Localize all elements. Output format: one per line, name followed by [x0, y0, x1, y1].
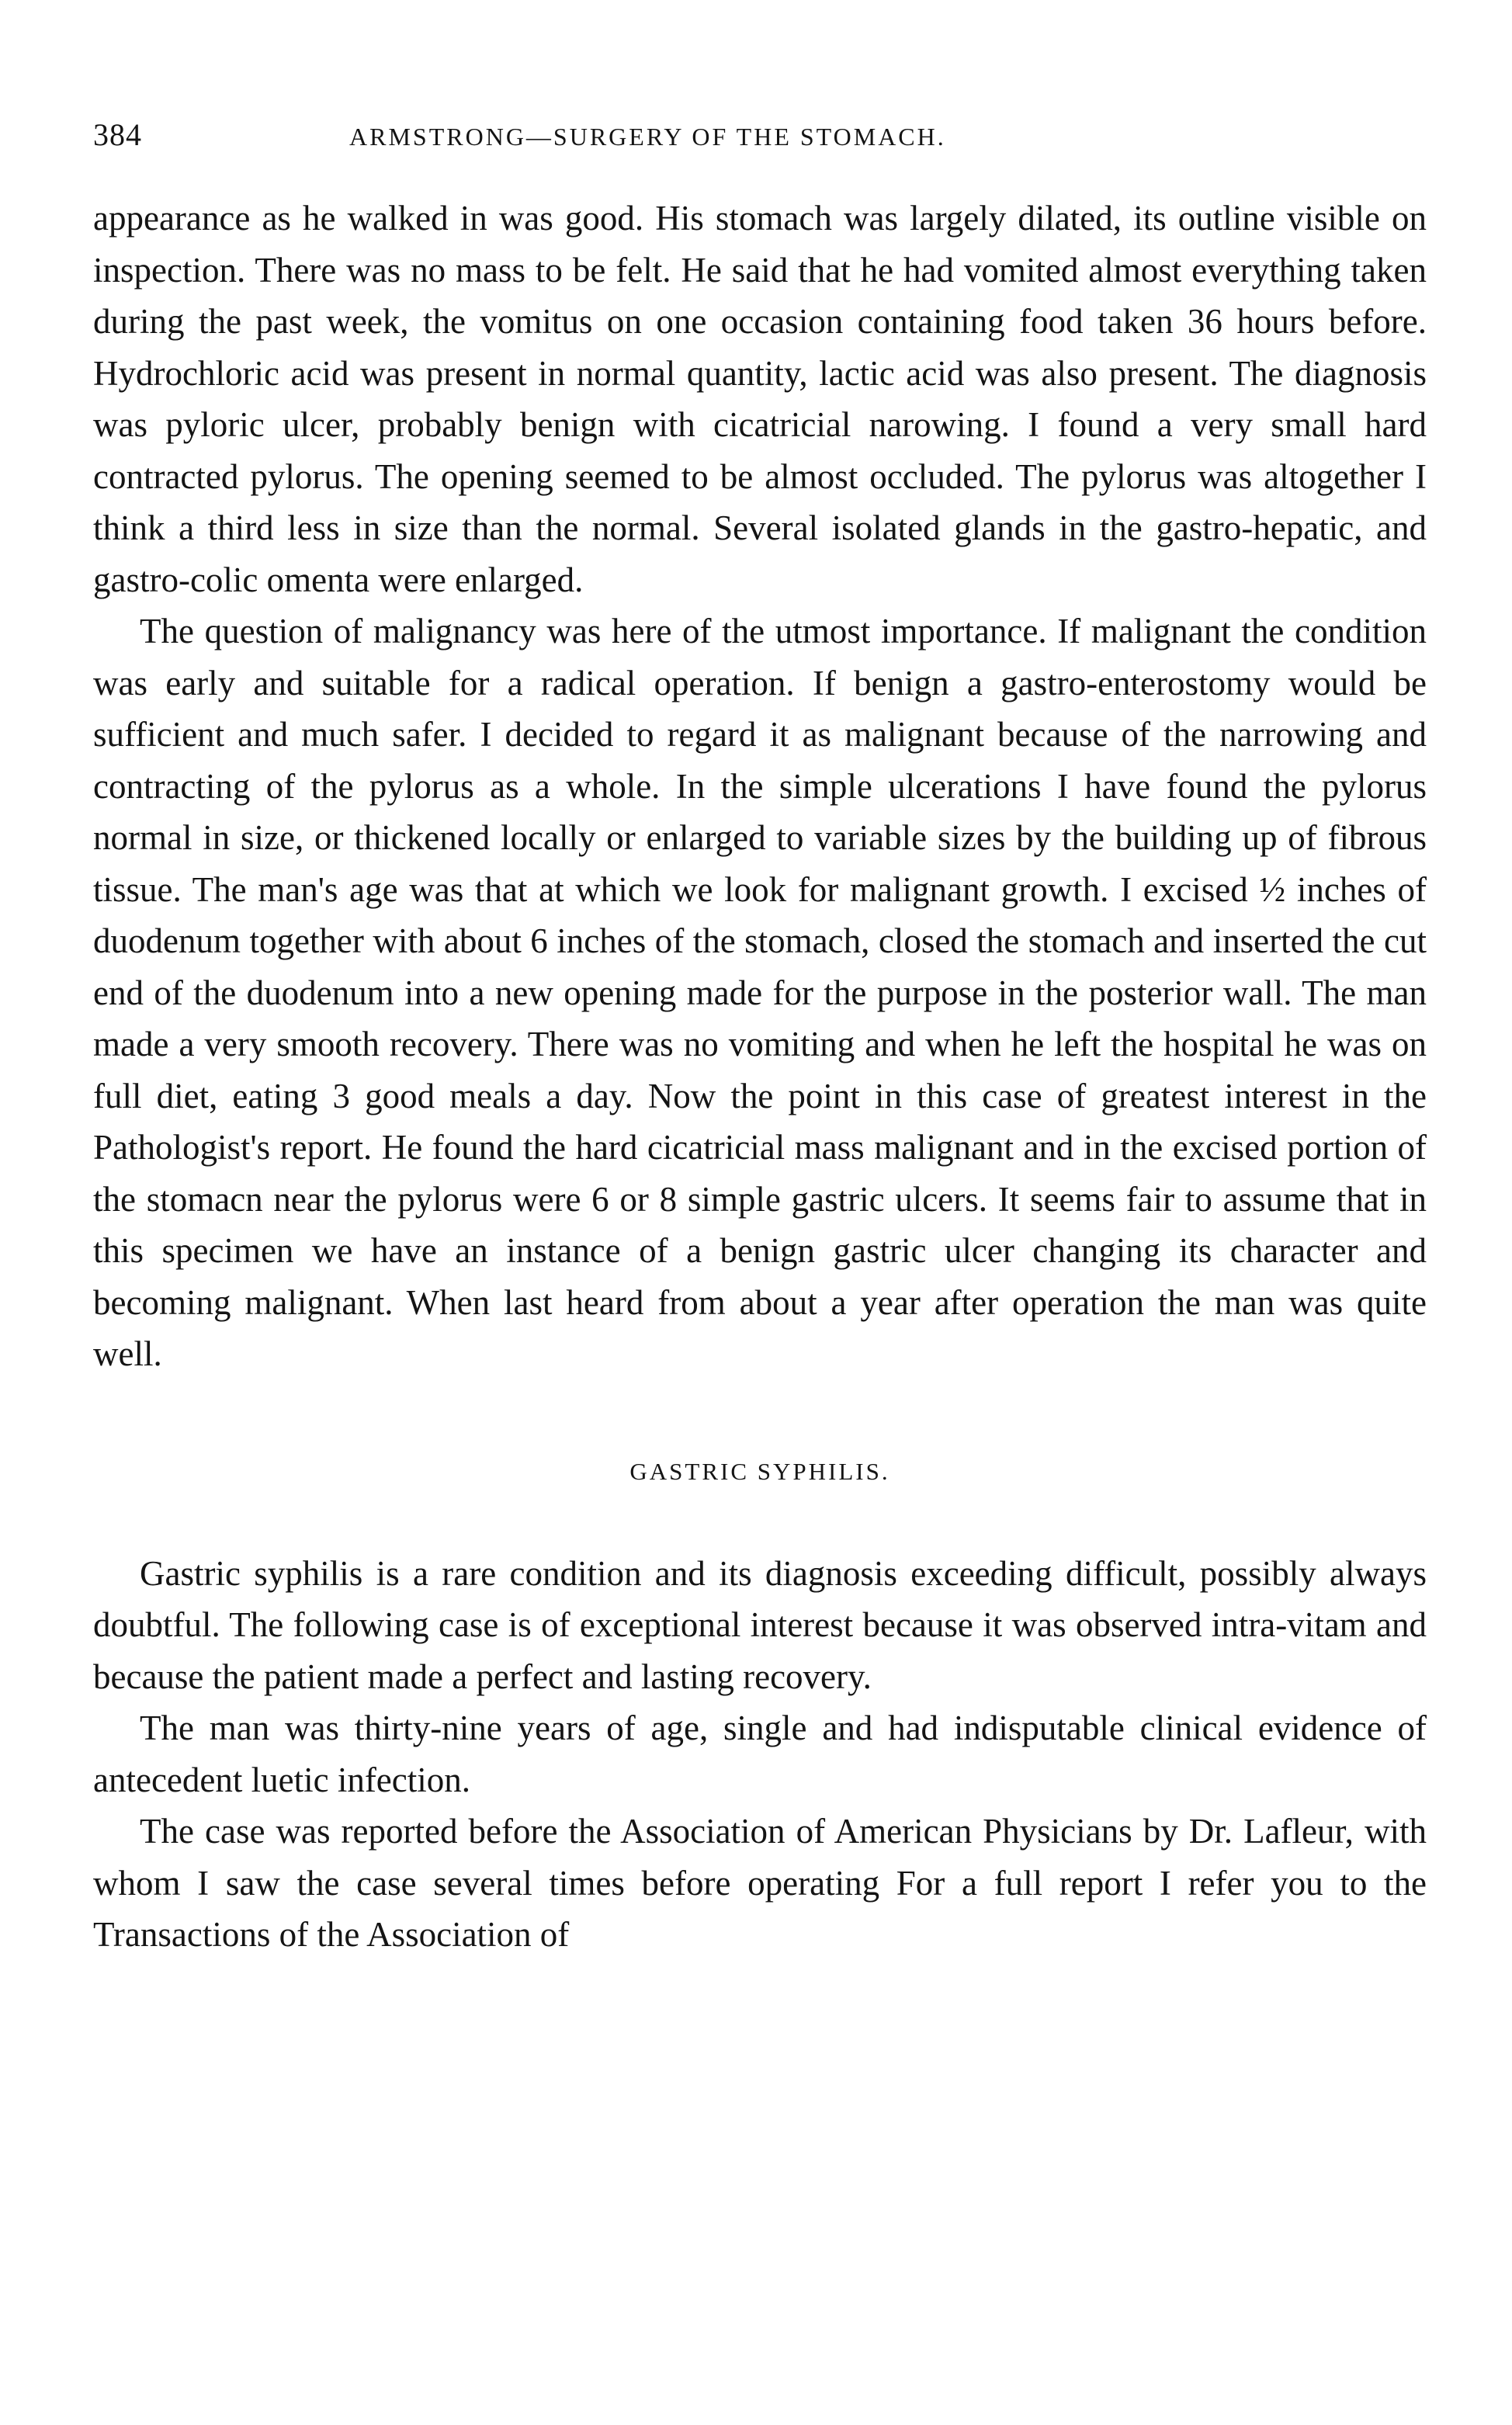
page-number: 384	[93, 117, 142, 152]
paragraph-malignancy: The question of malignancy was here of the utmost importance. If malignant the condition was early and suitable for a radical operation. If benign a gastro-enterostomy would be sufficient and much safer. I decided to regard it as malignant because of the narrowing and contracting of the pylorus as a whole. In the simple ulcerations I have found the pylorus normal in size, or thickened locally or enlarged to variable sizes by the building up of fibrous tissue. The man's age was that at which we look for malignant growth. I excised ½ inches of duodenum together with about 6 inches of the stomach, closed the stomach and inserted the cut end of the duodenum into a new opening made for the purpose in the posterior wall. The man made a very smooth recovery. There was no vomiting and when he left the hospital he was on full diet, eating 3 good meals a day. Now the point in this case of greatest interest in the Pathologist's report. He found the hard cicatricial mass malignant and in the excised portion of the stomacn near the pylorus were 6 or 8 simple gastric ulcers. It seems fair to assume that in this specimen we have an instance of a benign gastric ulcer changing its character and becoming malignant. When last heard from about a year after operation the man was quite well.	[93, 612, 1427, 1373]
paragraph-report: The case was reported before the Association of American Physicians by Dr. Lafleur, with whom I saw the case several times before operating For a full report I refer you to the Transactions of the Association of	[93, 1812, 1427, 1954]
paragraph-gastric-syphilis-intro: Gastric syphilis is a rare condition and its diagnosis exceeding difficult, possibly always doubtful. The following case is of exceptional interest because it was observed intra-vitam and because the patient made a perfect and lasting recovery.	[93, 1553, 1427, 1696]
running-title: ARMSTRONG—SURGERY OF THE STOMACH.	[349, 123, 946, 151]
paragraph-continued: appearance as he walked in was good. His stomach was largely dilated, its outline visible on inspection. There was no mass to be felt. He said that he had vomited almost everything taken during the past week, the vomitus on one occasion containing food taken 36 hours before. Hydrochloric acid was present in normal quantity, lactic acid was also present. The diagnosis was pyloric ulcer, probably benign with cicatricial narowing. I found a very small hard contracted pylorus. The opening seemed to be almost occluded. The pylorus was altogether I think a third less in size than the normal. Several isolated glands in the gastro-hepatic, and gastro-colic omenta were enlarged.	[93, 199, 1427, 599]
paragraph-patient: The man was thirty-nine years of age, single and had indisputable clinical evidence of antecedent luetic infection.	[93, 1709, 1427, 1799]
section-heading: GASTRIC SYPHILIS.	[629, 1457, 890, 1485]
running-head	[93, 116, 1427, 163]
